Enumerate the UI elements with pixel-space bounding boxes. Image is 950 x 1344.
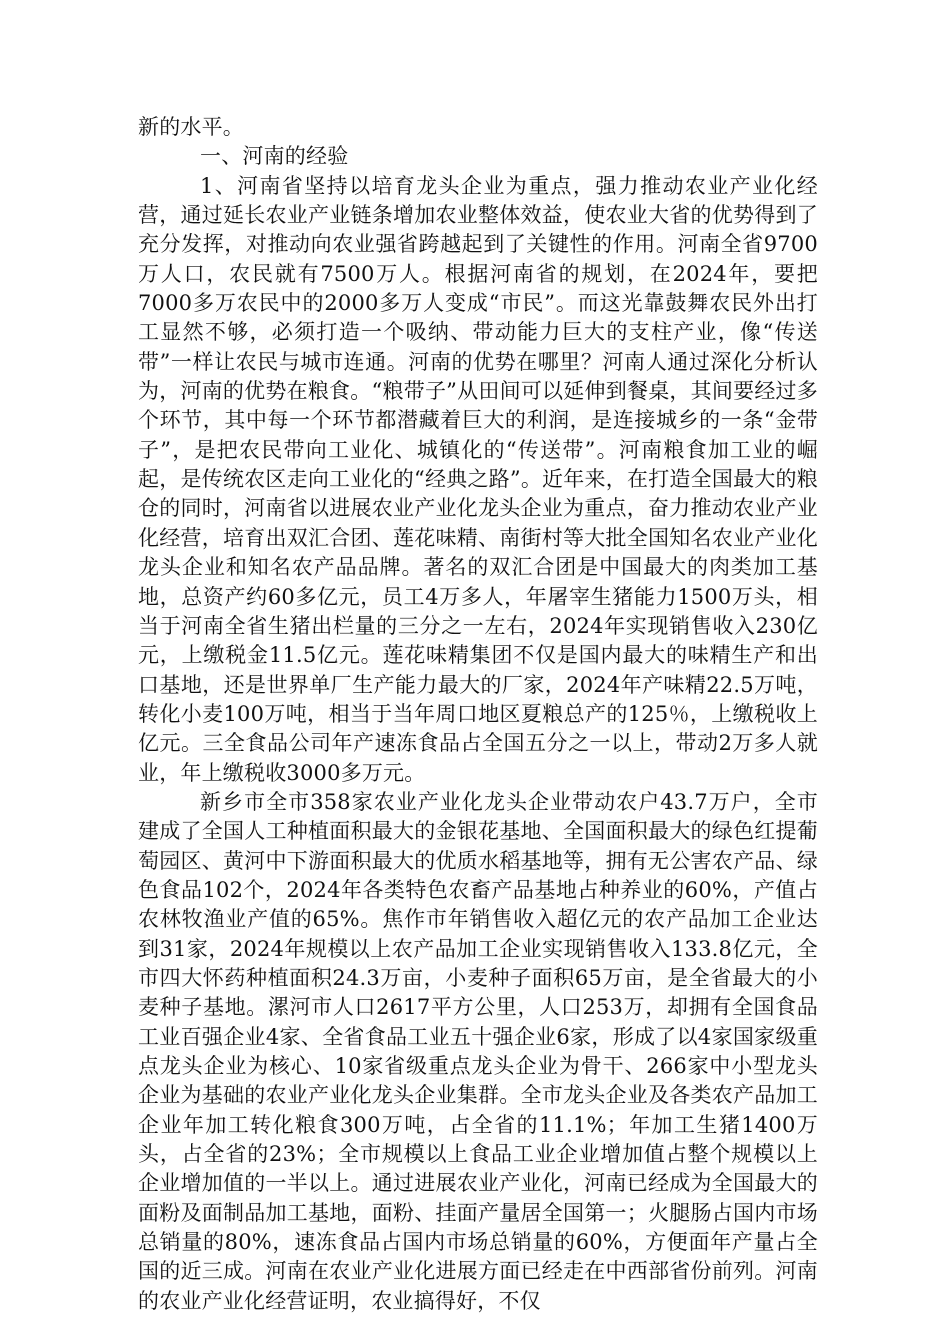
document-body	[138, 113, 818, 1316]
body-paragraph: 新乡市全市358家农业产业化龙头企业带动农户43.7万户，全市建成了全国人工种植面积最大的金银花基地、全国面积最大的绿色红提葡萄园区、黄河中下游面积最大的优质水稻基地等，拥有无公害农产品、绿色食品102个，2024年各类特色农畜产品基地占种养业的60%，产值占农林牧渔业产值的65%。焦作市年销售收入超亿元的农产品加工企业达到31家，2024年规模以上农产品加工企业实现销售收入133.8亿元，全市四大怀药种植面积24.3万亩，小麦种子面积65万亩，是全省最大的小麦种子基地。漯河市人口2617平方公里，人口253万，却拥有全国食品工业百强企业4家、全省食品工业五十强企业6家，形成了以4家国家级重点龙头企业为核心、10家省级重点龙头企业为骨干、266家中小型龙头企业为基础的农业产业化龙头企业集群。全市龙头企业及各类农产品加工企业年加工转化粮食300万吨，占全省的11.1%；年加工生猪1400万头，占全省的23%；全市规模以上食品工业企业增加值占整个规模以上企业增加值的一半以上。通过进展农业产业化，河南已经成为全国最大的面粉及面制品加工基地，面粉、挂面产量居全国第一；火腿肠占国内市场总销量的80%，速冻食品占国内市场总销量的60%，方便面年产量占全国的近三成。河南在农业产业化进展方面已经走在中西部省份前列。河南的农业产业化经营证明，农业搞得好，不仅	[138, 789, 818, 1313]
section-heading: 一、河南的经验	[200, 144, 349, 169]
body-paragraph: 1、河南省坚持以培育龙头企业为重点，强力推动农业产业化经营，通过延长农业产业链条增加农业整体效益，使农业大省的优势得到了充分发挥，对推动向农业强省跨越起到了关键性的作用。河南全省9700万人口，农民就有7500万人。根据河南省的规划，在2024年，要把7000多万农民中的2000多万人变成“市民”。而这光靠鼓舞农民外出打工显然不够，必须打造一个吸纳、带动能力巨大的支柱产业，像“传送带”一样让农民与城市连通。河南的优势在哪里？河南人通过深化分析认为，河南的优势在粮食。“粮带子”从田间可以延伸到餐桌，其间要经过多个环节，其中每一个环节都潜藏着巨大的利润，是连接城乡的一条“金带子”，是把农民带向工业化、城镇化的“传送带”。河南粮食加工业的崛起，是传统农区走向工业化的“经典之路”。近年来，在打造全国最大的粮仓的同时，河南省以进展农业产业化龙头企业为重点，奋力推动农业产业化经营，培育出双汇合团、莲花味精、南街村等大批全国知名农业产业化龙头企业和知名农产品品牌。著名的双汇合团是中国最大的肉类加工基地，总资产约60多亿元，员工4万多人，年屠宰生猪能力1500万头，相当于河南全省生猪出栏量的三分之一左右，2024年实现销售收入230亿元，上缴税金11.5亿元。莲花味精集团不仅是国内最大的味精生产和出口基地，还是世界单厂生产能力最大的厂家，2024年产味精22.5万吨，转化小麦100万吨，相当于当年周口地区夏粮总产的125％，上缴税收上亿元。三全食品公司年产速冻食品占全国五分之一以上，带动2万多人就业，年上缴税收3000多万元。	[138, 173, 818, 785]
lead-line: 新的水平。	[138, 115, 244, 139]
